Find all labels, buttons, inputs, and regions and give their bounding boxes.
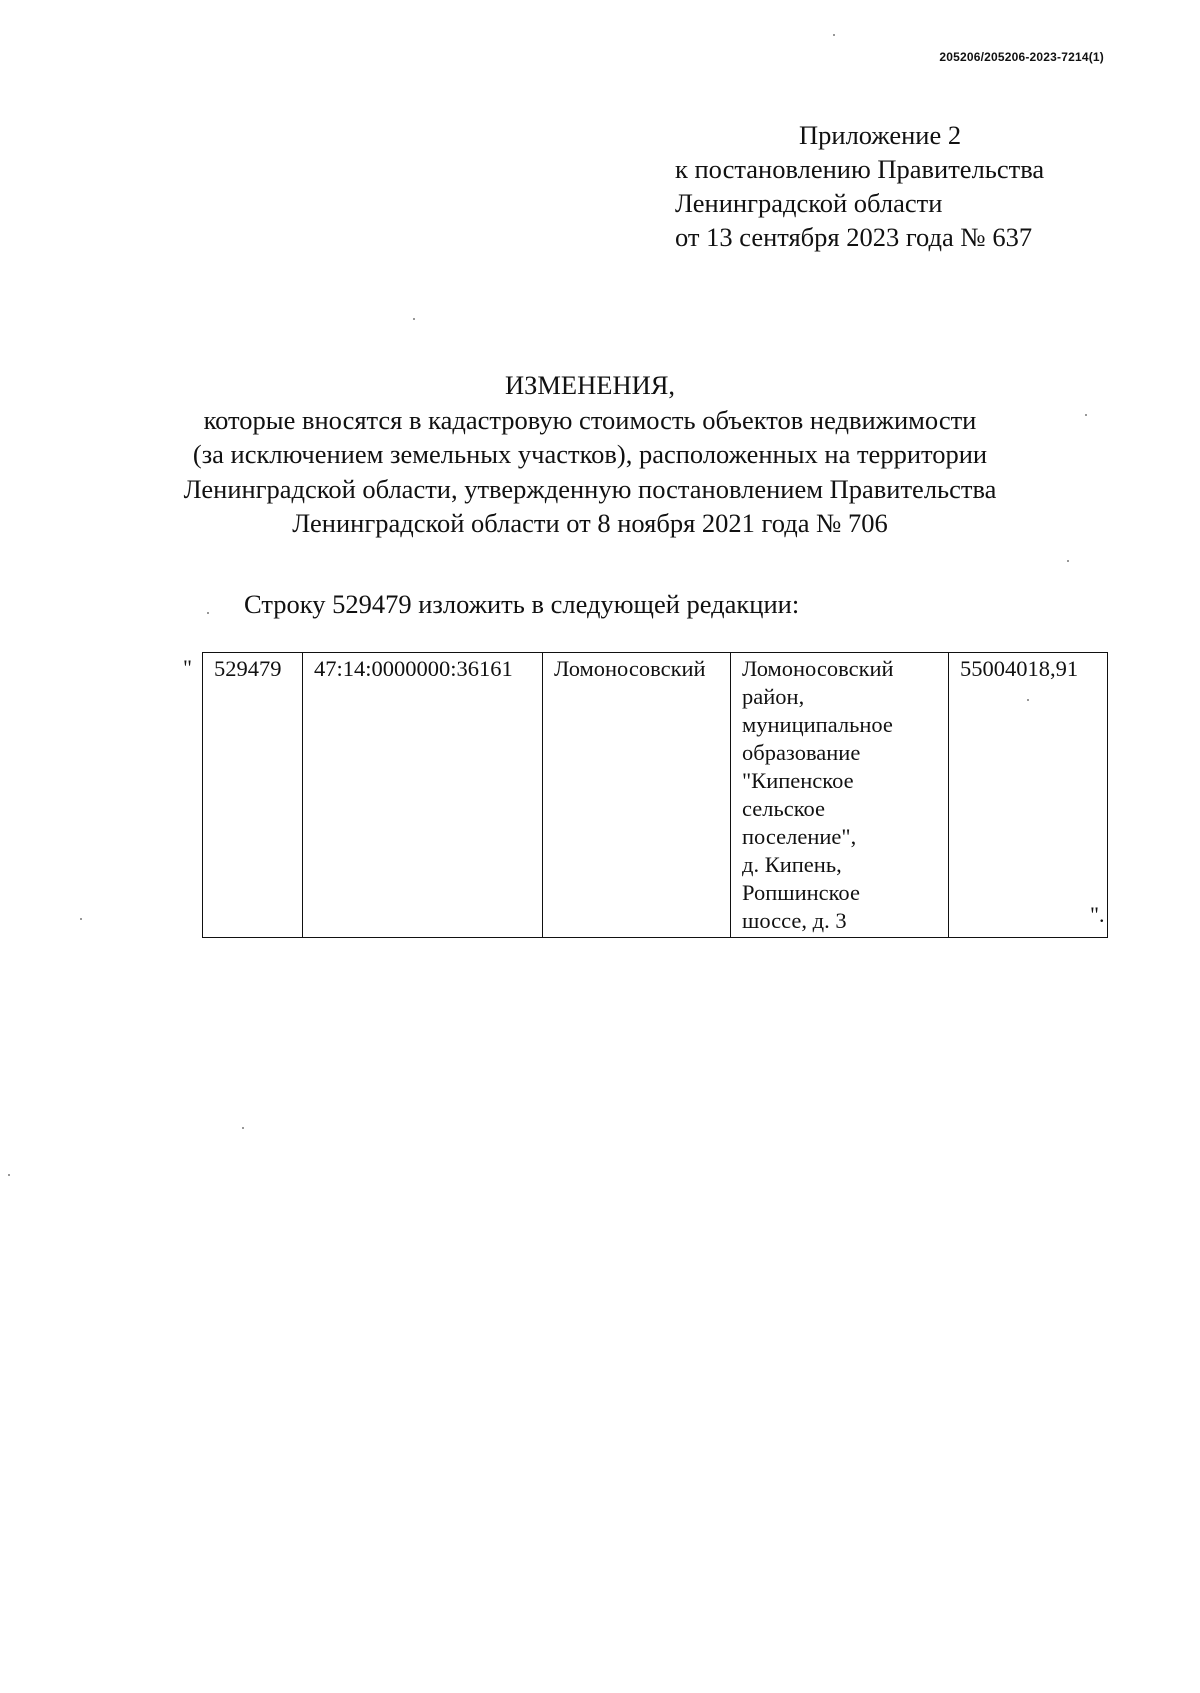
address-line: поселение",	[742, 824, 857, 849]
appendix-date-line: от 13 сентября 2023 года № 637	[675, 222, 1033, 252]
scan-speck	[80, 918, 82, 920]
closing-quote: ".	[1090, 902, 1105, 927]
title-line-1: которые вносятся в кадастровую стоимость объектов недвижимости	[203, 404, 977, 435]
address-line: образование	[742, 740, 861, 765]
scan-speck	[1067, 560, 1069, 562]
address-line: Ломоносовский	[742, 656, 894, 681]
document-title	[150, 368, 1030, 541]
title-heading: ИЗМЕНЕНИЯ,	[504, 370, 676, 400]
row-number-cell: 529479	[203, 653, 303, 938]
title-line-2: (за исключением земельных участков), расположенных на территории	[192, 439, 988, 469]
document-id: 205206/205206-2023-7214(1)	[939, 50, 1104, 64]
replacement-row-table	[202, 652, 1108, 938]
address-line: шоссе, д. 3	[742, 908, 847, 933]
title-line-3: Ленинградской области, утвержденную постановлением Правительства	[183, 473, 997, 504]
cadastral-number-cell: 47:14:0000000:36161	[303, 653, 543, 938]
appendix-number: Приложение 2	[799, 120, 962, 150]
address-line: Ропшинское	[742, 880, 860, 905]
address-line: сельское	[742, 796, 826, 821]
scan-speck	[833, 34, 835, 36]
address-line: район,	[742, 684, 805, 709]
district-cell: Ломоносовский	[543, 653, 731, 938]
address-cell	[731, 653, 949, 938]
scan-speck	[242, 1127, 244, 1129]
address-line: "Кипенское	[742, 768, 854, 793]
opening-quote: "	[183, 655, 192, 680]
address-line: д. Кипень,	[742, 852, 842, 877]
cadastral-value-cell: 55004018,91	[949, 653, 1108, 938]
table-row	[203, 653, 1108, 938]
appendix-header	[675, 118, 1044, 254]
scan-speck	[8, 1174, 10, 1176]
address-line: муниципальное	[742, 712, 893, 737]
scan-speck	[1027, 699, 1029, 701]
scan-speck	[413, 318, 415, 320]
scan-speck	[207, 612, 209, 614]
title-line-4: Ленинградской области от 8 ноября 2021 года № 706	[292, 508, 888, 538]
scan-speck	[1085, 414, 1087, 416]
appendix-region-line: Ленинградской области	[675, 188, 943, 218]
appendix-resolution-line: к постановлению Правительства	[675, 154, 1045, 184]
intro-paragraph: Строку 529479 изложить в следующей редакции:	[244, 589, 800, 619]
